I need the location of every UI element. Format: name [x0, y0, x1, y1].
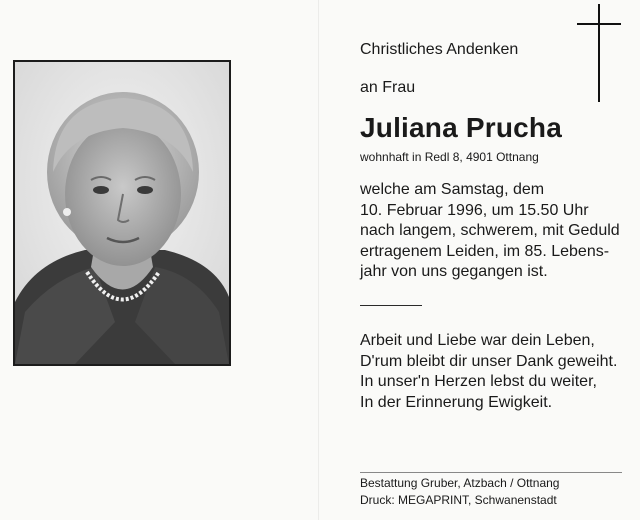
announcement-line: 10. Februar 1996, um 15.50 Uhr [360, 201, 589, 219]
residence-address: wohnhaft in Redl 8, 4901 Ottnang [360, 150, 539, 164]
footer-divider [360, 472, 622, 473]
verse-line: In der Erinnerung Ewigkeit. [360, 393, 553, 411]
card-footer [360, 475, 559, 509]
verse-line: In unser'n Herzen lebst du weiter, [360, 373, 597, 390]
footer-line: Bestattung Gruber, Atzbach / Ottnang [360, 476, 560, 490]
footer-line: Druck: MEGAPRINT, Schwanenstadt [360, 493, 557, 507]
announcement-line: nach langem, schwerem, mit Geduld [360, 222, 620, 239]
salutation: an Frau [360, 79, 416, 96]
announcement-line: jahr von uns gegangen ist. [360, 263, 548, 280]
verse-line: D'rum bleibt dir unser Dank geweiht. [360, 352, 618, 370]
divider [360, 305, 422, 306]
memorial-verse [360, 331, 617, 413]
verse-line: Arbeit und Liebe war dein Leben, [360, 332, 595, 349]
cross-icon [577, 4, 621, 102]
announcement-line: ertragenem Leiden, im 85. Lebens- [360, 242, 610, 260]
announcement-text [360, 180, 620, 283]
card-headline: Christliches Andenken [360, 41, 519, 58]
portrait-photo [13, 60, 231, 366]
card-fold [318, 0, 319, 520]
deceased-name: Juliana Prucha [360, 112, 562, 143]
announcement-line: welche am Samstag, dem [360, 181, 545, 198]
